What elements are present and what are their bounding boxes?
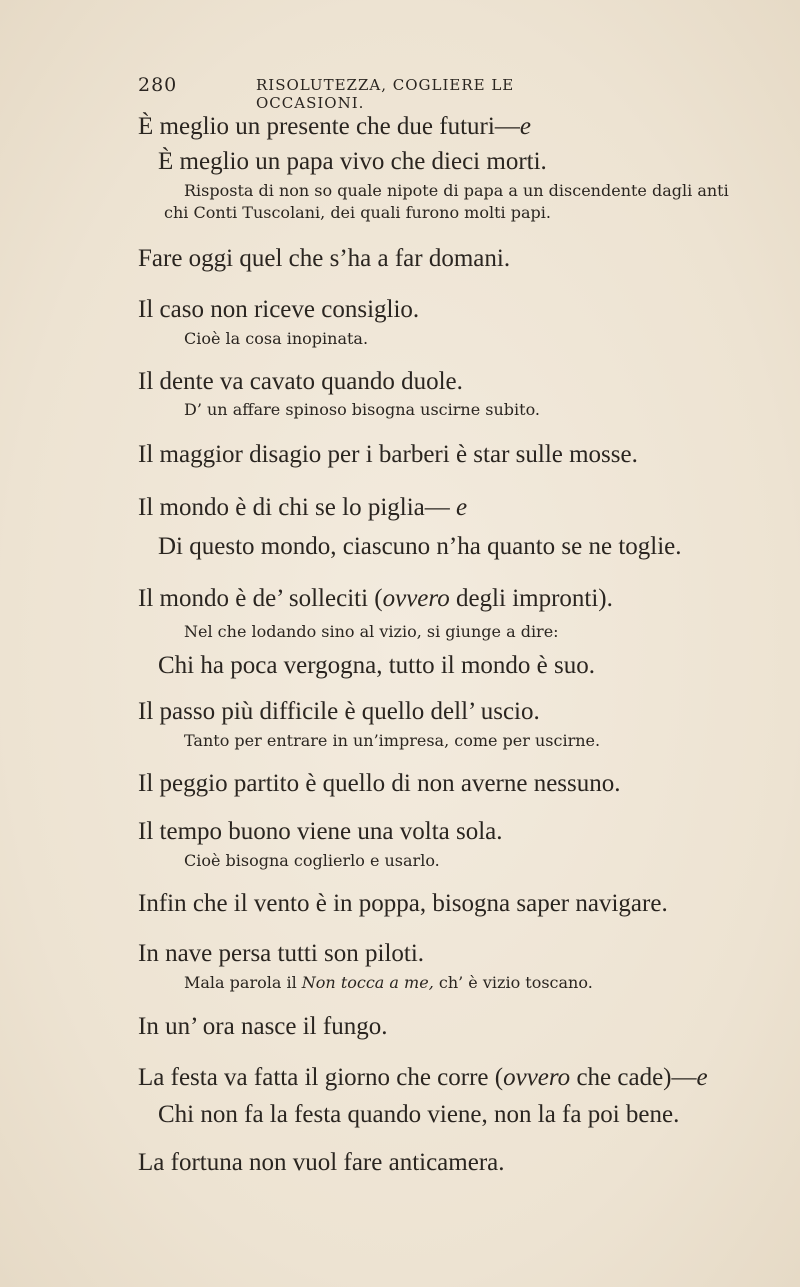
note-line: D’ un affare spinoso bisogna uscirne subito. bbox=[184, 400, 540, 419]
proverb-line: In un’ ora nasce il fungo. bbox=[138, 1013, 388, 1040]
proverb-line: La festa va fatta il giorno che corre (ovvero che cade)—e bbox=[138, 1064, 708, 1091]
proverb-line: Chi ha poca vergogna, tutto il mondo è suo. bbox=[158, 652, 595, 679]
proverb-line: Il caso non riceve consiglio. bbox=[138, 296, 420, 323]
proverb-line: In nave persa tutti son piloti. bbox=[138, 940, 425, 967]
note-line: Tanto per entrare in un’impresa, come per uscirne. bbox=[184, 731, 601, 750]
page-number: 280 bbox=[138, 74, 178, 96]
proverb-line: È meglio un presente che due futuri—e bbox=[138, 113, 531, 140]
note-line: Mala parola il Non tocca a me, ch’ è vizio toscano. bbox=[184, 973, 593, 992]
note-line: Cioè bisogna coglierlo e usarlo. bbox=[184, 851, 440, 870]
proverb-line: Di questo mondo, ciascuno n’ha quanto se ne toglie. bbox=[158, 533, 682, 560]
proverb-line: Il passo più difficile è quello dell’ uscio. bbox=[138, 698, 540, 725]
note-line: chi Conti Tuscolani, dei quali furono molti papi. bbox=[164, 203, 551, 222]
note-line: Nel che lodando sino al vizio, si giunge a dire: bbox=[184, 622, 559, 641]
note-line: Risposta di non so quale nipote di papa a un discendente dagli anti bbox=[184, 181, 729, 200]
proverb-line: Il dente va cavato quando duole. bbox=[138, 368, 463, 395]
proverb-line: La fortuna non vuol fare anticamera. bbox=[138, 1149, 505, 1176]
proverb-line: È meglio un papa vivo che dieci morti. bbox=[158, 148, 547, 175]
proverb-line: Fare oggi quel che s’ha a far domani. bbox=[138, 245, 511, 272]
running-title: RISOLUTEZZA, COGLIERE LE OCCASIONI. bbox=[256, 76, 515, 112]
proverb-line: Il mondo è di chi se lo piglia— e bbox=[138, 494, 468, 521]
note-line: Cioè la cosa inopinata. bbox=[184, 329, 369, 348]
proverb-line: Chi non fa la festa quando viene, non la fa poi bene. bbox=[158, 1101, 680, 1128]
proverb-line: Il mondo è de’ solleciti (ovvero degli impronti). bbox=[138, 585, 613, 612]
proverb-line: Il tempo buono viene una volta sola. bbox=[138, 818, 503, 845]
proverb-line: Infin che il vento è in poppa, bisogna saper navigare. bbox=[138, 890, 668, 917]
proverb-line: Il peggio partito è quello di non averne nessuno. bbox=[138, 770, 621, 797]
proverb-line: Il maggior disagio per i barberi è star sulle mosse. bbox=[138, 441, 638, 468]
